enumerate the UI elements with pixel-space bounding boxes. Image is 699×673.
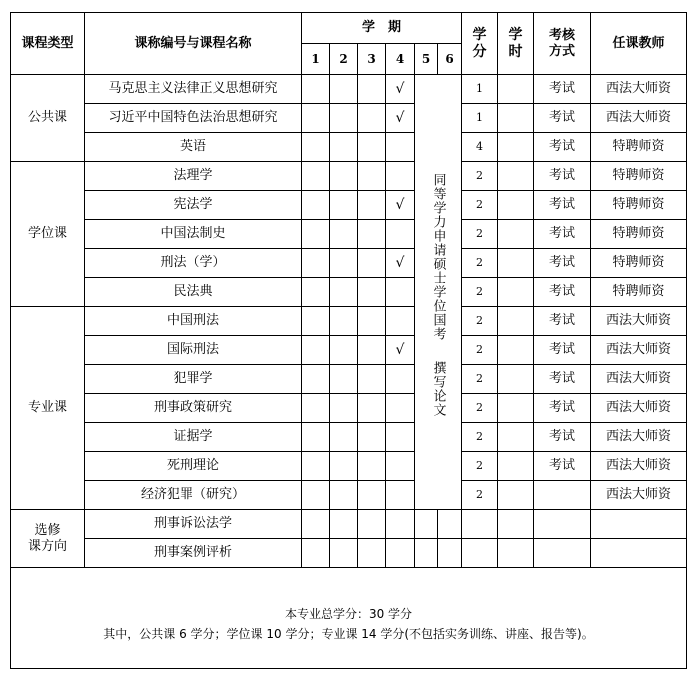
exam-value: 考试 [534, 104, 591, 133]
credit-value: 1 [462, 104, 498, 133]
course-name: 国际刑法 [85, 336, 302, 365]
table-row [11, 423, 687, 452]
course-name: 经济犯罪（研究） [85, 481, 302, 510]
sem-cell [358, 249, 386, 278]
sem-cell [438, 510, 462, 539]
course-name: 习近平中国特色法治思想研究 [85, 104, 302, 133]
course-name: 刑事案例评析 [85, 539, 302, 568]
summary-breakdown: 其中，公共课 6 学分；学位课 10 学分；专业课 14 学分(不包括实务训练、讲座、报告等)。 [103, 627, 594, 641]
semester-check: √ [386, 249, 415, 278]
table-row [11, 452, 687, 481]
sem-cell [330, 510, 358, 539]
semester-3: 3 [358, 44, 386, 75]
sem-cell [358, 394, 386, 423]
sem-cell [330, 481, 358, 510]
course-name: 马克思主义法律正义思想研究 [85, 75, 302, 104]
table-row [11, 307, 687, 336]
semester-check [386, 539, 415, 568]
teacher-value: 特聘师资 [591, 162, 687, 191]
semester-check [386, 481, 415, 510]
sem-cell [330, 133, 358, 162]
course-name: 证据学 [85, 423, 302, 452]
sem-cell [330, 162, 358, 191]
semester-check [386, 394, 415, 423]
sem-cell [330, 249, 358, 278]
header-course-name: 课称编号与课程名称 [85, 13, 302, 75]
exam-value [534, 481, 591, 510]
hours-cell [498, 481, 534, 510]
credit-value: 2 [462, 191, 498, 220]
teacher-value: 西法大师资 [591, 394, 687, 423]
credit-value: 2 [462, 307, 498, 336]
teacher-value: 特聘师资 [591, 133, 687, 162]
semester-check [386, 307, 415, 336]
credit-value: 2 [462, 452, 498, 481]
credit-value: 2 [462, 278, 498, 307]
exam-value: 考试 [534, 336, 591, 365]
table-row [11, 249, 687, 278]
semester-check [386, 423, 415, 452]
teacher-value: 西法大师资 [591, 307, 687, 336]
course-table [10, 12, 687, 669]
table-row [11, 510, 687, 539]
header-teacher: 任课教师 [591, 13, 687, 75]
summary-row [11, 568, 687, 669]
course-name: 英语 [85, 133, 302, 162]
sem-cell [330, 452, 358, 481]
sem-cell [438, 539, 462, 568]
teacher-value: 西法大师资 [591, 336, 687, 365]
sem-cell [358, 307, 386, 336]
credit-value: 2 [462, 220, 498, 249]
exam-value: 考试 [534, 423, 591, 452]
semester-check: √ [386, 336, 415, 365]
table-row [11, 104, 687, 133]
teacher-value: 西法大师资 [591, 452, 687, 481]
exam-value: 考试 [534, 220, 591, 249]
teacher-value: 西法大师资 [591, 365, 687, 394]
sem-cell [358, 452, 386, 481]
sem-cell [358, 278, 386, 307]
semester-check [386, 220, 415, 249]
semester-check [386, 365, 415, 394]
credit-value: 1 [462, 75, 498, 104]
sem-cell [302, 191, 330, 220]
hours-cell [498, 510, 534, 539]
course-name: 刑事诉讼法学 [85, 510, 302, 539]
header-exam-method: 考核 方式 [534, 13, 591, 75]
semester-check [386, 510, 415, 539]
semester-6: 6 [438, 44, 462, 75]
table-row [11, 278, 687, 307]
sem-cell [358, 75, 386, 104]
table-row [11, 365, 687, 394]
sem-cell [330, 104, 358, 133]
exam-value [534, 510, 591, 539]
teacher-value: 西法大师资 [591, 75, 687, 104]
table-row [11, 220, 687, 249]
credit-value: 2 [462, 365, 498, 394]
sem-cell [358, 365, 386, 394]
credit-value [462, 510, 498, 539]
exam-value: 考试 [534, 249, 591, 278]
header-course-type: 课程类型 [11, 13, 85, 75]
hours-cell [498, 365, 534, 394]
sem-cell [302, 104, 330, 133]
exam-value: 考试 [534, 278, 591, 307]
table-row [11, 75, 687, 104]
exam-value [534, 539, 591, 568]
semester-check: √ [386, 191, 415, 220]
sem-cell [302, 394, 330, 423]
sem-cell [358, 423, 386, 452]
hours-cell [498, 220, 534, 249]
sem-cell [302, 452, 330, 481]
hours-cell [498, 75, 534, 104]
hours-cell [498, 307, 534, 336]
credit-value: 4 [462, 133, 498, 162]
exam-value: 考试 [534, 452, 591, 481]
table-row [11, 394, 687, 423]
sem-cell [415, 539, 438, 568]
course-name: 犯罪学 [85, 365, 302, 394]
summary-cell [11, 568, 687, 669]
sem-cell [302, 75, 330, 104]
sem-cell [302, 336, 330, 365]
sem-cell [302, 133, 330, 162]
sem-cell [358, 539, 386, 568]
course-name: 刑事政策研究 [85, 394, 302, 423]
course-name: 法理学 [85, 162, 302, 191]
sem-cell [330, 75, 358, 104]
semester-check: √ [386, 104, 415, 133]
sem-cell [302, 481, 330, 510]
credit-value: 2 [462, 162, 498, 191]
sem-cell [358, 162, 386, 191]
header-row-1 [11, 13, 687, 44]
hours-cell [498, 336, 534, 365]
group-public: 公共课 [11, 75, 85, 162]
teacher-value: 特聘师资 [591, 220, 687, 249]
semester-5: 5 [415, 44, 438, 75]
sem-cell [358, 104, 386, 133]
course-name: 刑法（学） [85, 249, 302, 278]
teacher-value: 特聘师资 [591, 249, 687, 278]
sem-cell [302, 510, 330, 539]
semester-check [386, 452, 415, 481]
exam-value: 考试 [534, 365, 591, 394]
table-row [11, 133, 687, 162]
sem-cell [330, 539, 358, 568]
hours-cell [498, 394, 534, 423]
group-elective: 选修 课方向 [11, 510, 85, 568]
table-row [11, 336, 687, 365]
semester-check [386, 278, 415, 307]
sem-cell [330, 365, 358, 394]
sem-cell [302, 162, 330, 191]
hours-cell [498, 452, 534, 481]
course-name: 中国刑法 [85, 307, 302, 336]
hours-cell [498, 104, 534, 133]
teacher-value [591, 539, 687, 568]
teacher-value: 西法大师资 [591, 481, 687, 510]
merged-note: 同等学力申请硕士学位国考撰写论文 [415, 75, 462, 510]
sem-cell [358, 133, 386, 162]
exam-value: 考试 [534, 133, 591, 162]
table-row [11, 539, 687, 568]
semester-4: 4 [386, 44, 415, 75]
table-row [11, 481, 687, 510]
group-degree: 学位课 [11, 162, 85, 307]
teacher-value: 西法大师资 [591, 104, 687, 133]
sem-cell [358, 191, 386, 220]
sem-cell [330, 220, 358, 249]
sem-cell [330, 423, 358, 452]
sem-cell [415, 510, 438, 539]
hours-cell [498, 539, 534, 568]
semester-1: 1 [302, 44, 330, 75]
exam-value: 考试 [534, 75, 591, 104]
exam-value: 考试 [534, 162, 591, 191]
teacher-value [591, 510, 687, 539]
credit-value: 2 [462, 394, 498, 423]
credit-value: 2 [462, 336, 498, 365]
credit-value [462, 539, 498, 568]
teacher-value: 西法大师资 [591, 423, 687, 452]
semester-check [386, 133, 415, 162]
semester-check [386, 162, 415, 191]
sem-cell [330, 307, 358, 336]
hours-cell [498, 249, 534, 278]
sem-cell [358, 220, 386, 249]
sem-cell [302, 278, 330, 307]
sem-cell [330, 336, 358, 365]
sem-cell [358, 336, 386, 365]
semester-2: 2 [330, 44, 358, 75]
group-major: 专业课 [11, 307, 85, 510]
sem-cell [302, 220, 330, 249]
hours-cell [498, 133, 534, 162]
hours-cell [498, 423, 534, 452]
header-hours: 学 时 [498, 13, 534, 75]
sem-cell [358, 481, 386, 510]
course-name: 中国法制史 [85, 220, 302, 249]
sem-cell [302, 539, 330, 568]
hours-cell [498, 278, 534, 307]
table-row [11, 191, 687, 220]
hours-cell [498, 162, 534, 191]
credit-value: 2 [462, 481, 498, 510]
sem-cell [302, 307, 330, 336]
sem-cell [330, 191, 358, 220]
exam-value: 考试 [534, 307, 591, 336]
sem-cell [302, 249, 330, 278]
semester-check: √ [386, 75, 415, 104]
table-row [11, 162, 687, 191]
header-semester: 学 期 [302, 13, 462, 44]
header-credits: 学 分 [462, 13, 498, 75]
summary-total: 本专业总学分：30 学分 [284, 607, 413, 622]
sem-cell [330, 394, 358, 423]
sem-cell [302, 423, 330, 452]
course-name: 民法典 [85, 278, 302, 307]
sem-cell [302, 365, 330, 394]
sem-cell [330, 278, 358, 307]
sem-cell [358, 510, 386, 539]
course-table-wrapper [10, 12, 687, 669]
teacher-value: 特聘师资 [591, 278, 687, 307]
exam-value: 考试 [534, 394, 591, 423]
hours-cell [498, 191, 534, 220]
teacher-value: 特聘师资 [591, 191, 687, 220]
exam-value: 考试 [534, 191, 591, 220]
credit-value: 2 [462, 249, 498, 278]
credit-value: 2 [462, 423, 498, 452]
course-name: 死刑理论 [85, 452, 302, 481]
course-name: 宪法学 [85, 191, 302, 220]
